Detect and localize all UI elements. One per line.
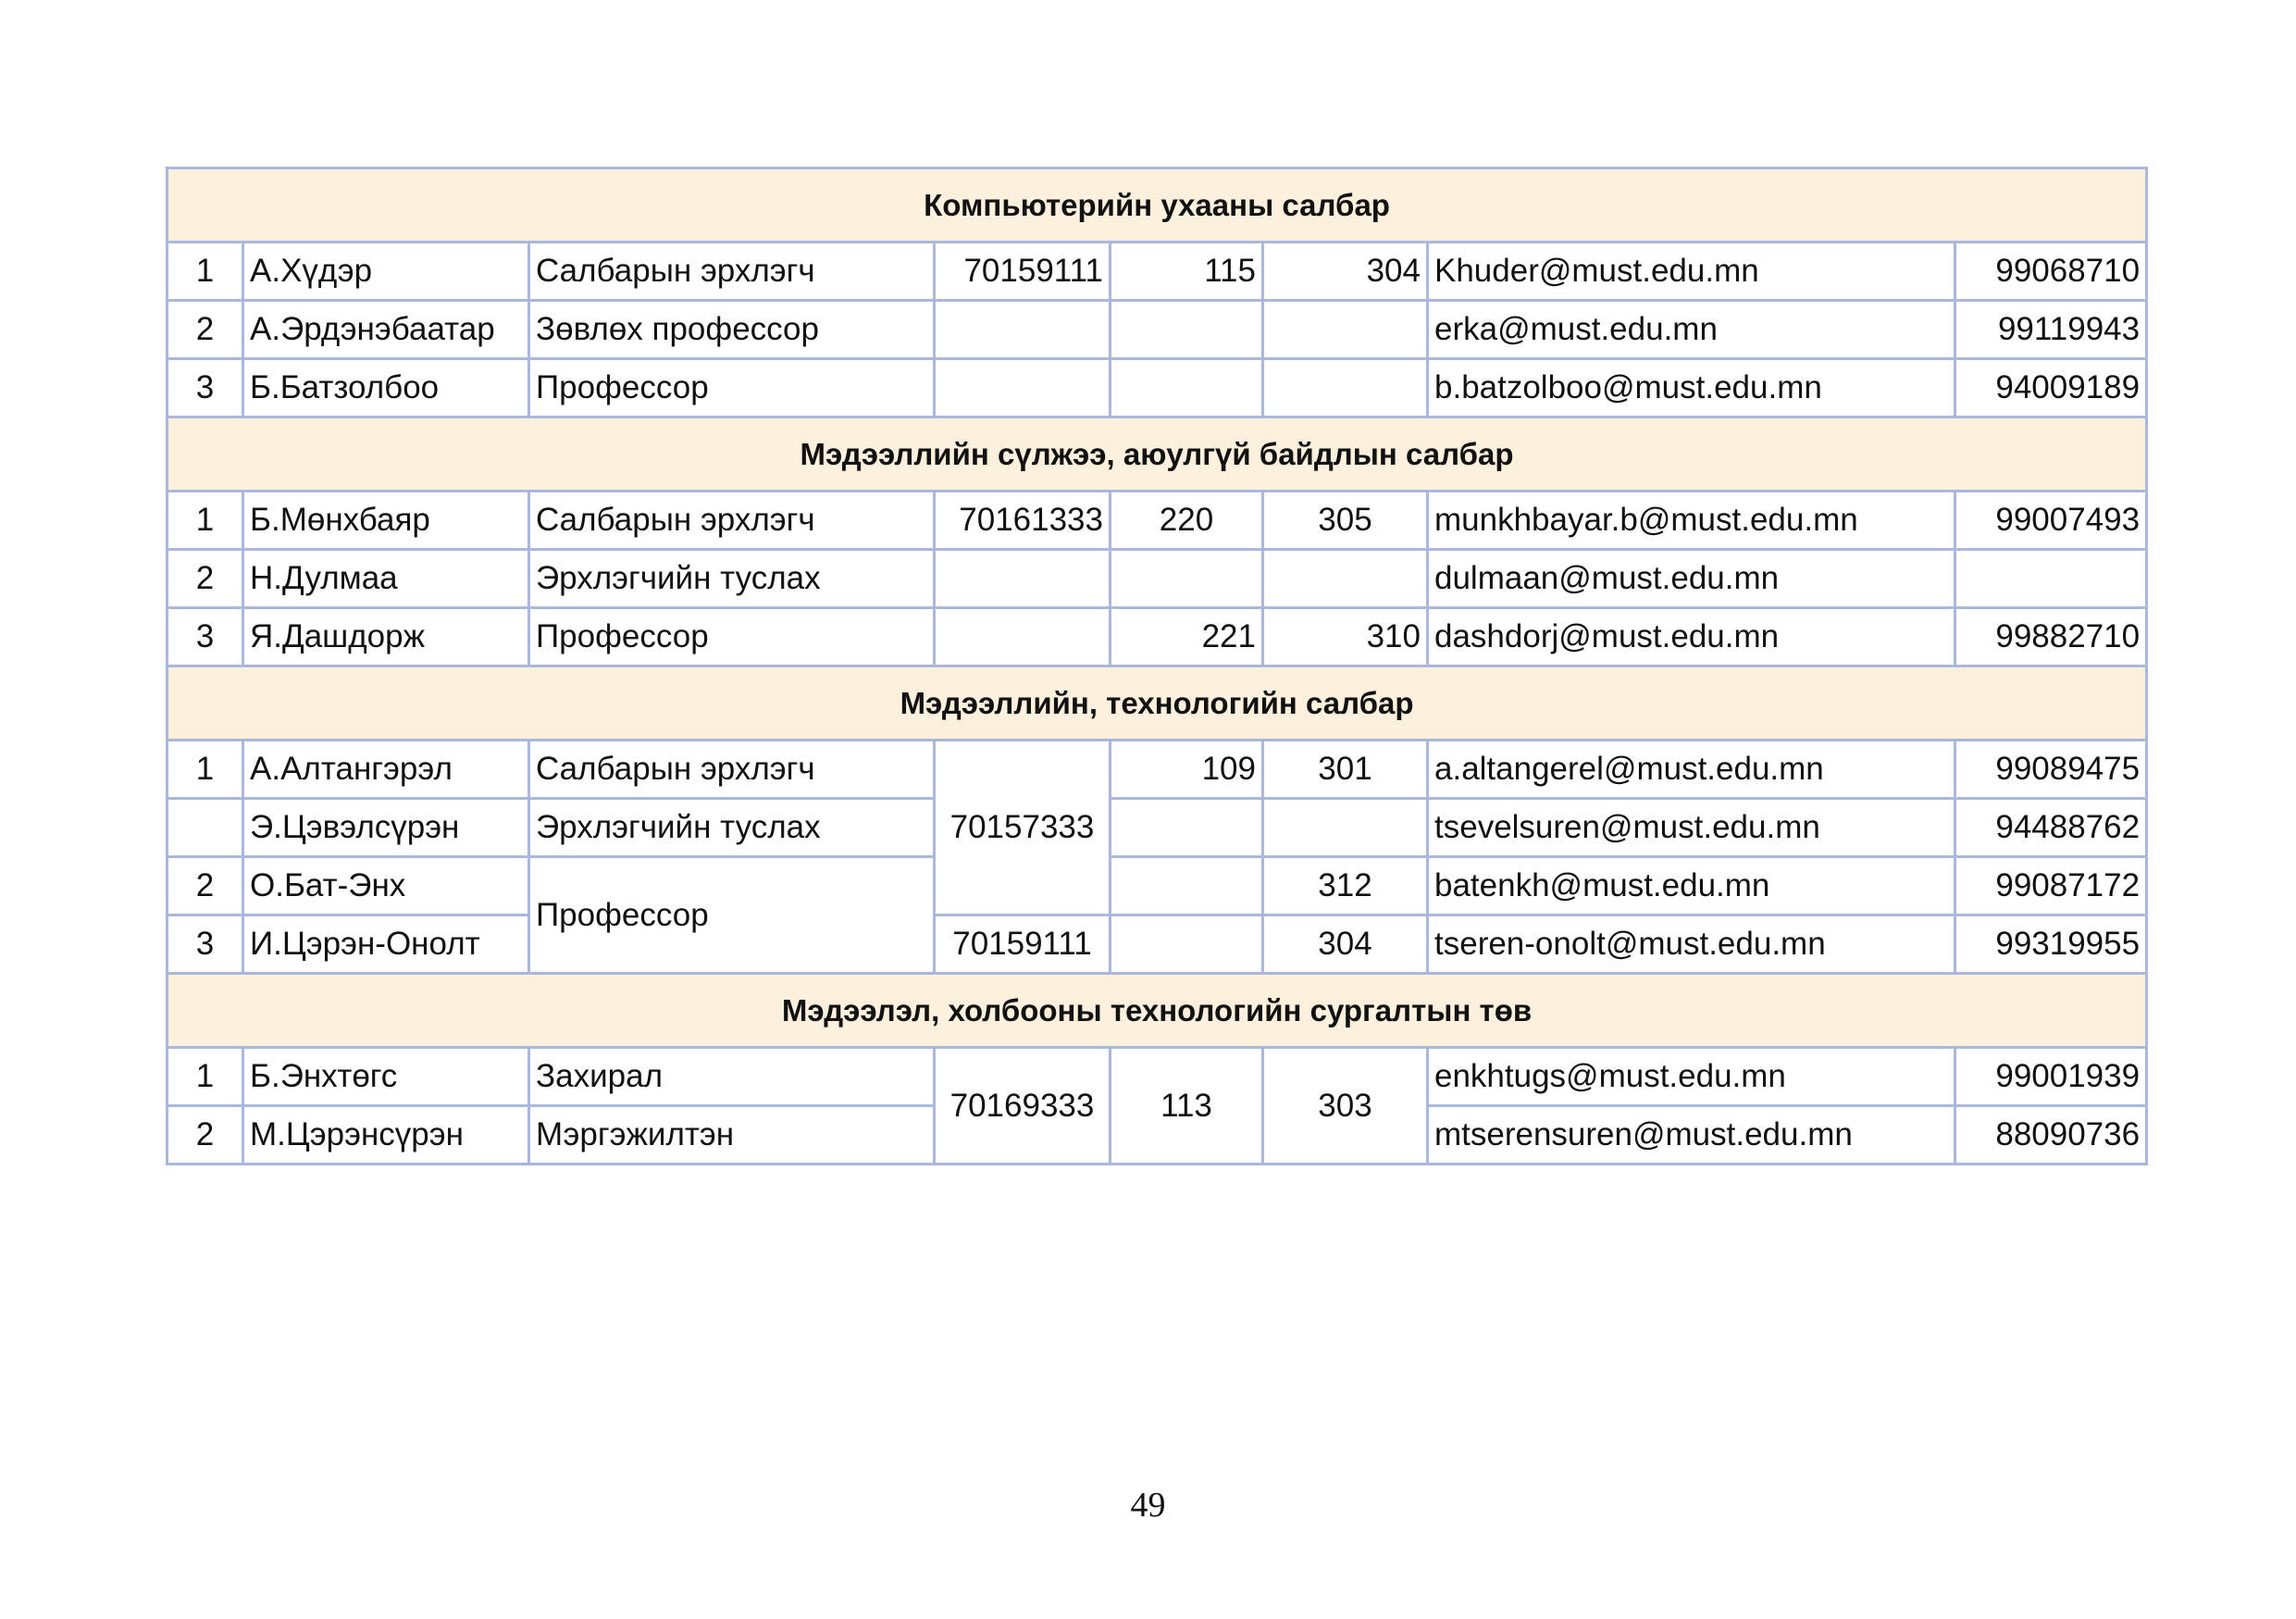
- table-row: [168, 799, 2147, 857]
- extension: [1111, 915, 1263, 974]
- table-row: [168, 359, 2147, 417]
- mobile-phone: 99007493: [1955, 492, 2147, 550]
- section-header-row: [168, 417, 2147, 492]
- row-number: 3: [168, 608, 243, 666]
- mobile-phone: [1955, 550, 2147, 608]
- mobile-phone: 99001939: [1955, 1048, 2147, 1106]
- office-phone: 70159111: [935, 915, 1111, 974]
- extension: [1111, 857, 1263, 915]
- table-row: [168, 1048, 2147, 1106]
- email: dashdorj@must.edu.mn: [1428, 608, 1955, 666]
- row-number: [168, 799, 243, 857]
- extension: [1111, 799, 1263, 857]
- row-number: 2: [168, 550, 243, 608]
- office-phone: [935, 359, 1111, 417]
- email: a.altangerel@must.edu.mn: [1428, 741, 1955, 799]
- room-number: 305: [1263, 492, 1428, 550]
- email: tseren-onolt@must.edu.mn: [1428, 915, 1955, 974]
- table-row: [168, 915, 2147, 974]
- room-number: [1263, 301, 1428, 359]
- room-number: 310: [1263, 608, 1428, 666]
- table-row: [168, 741, 2147, 799]
- row-number: 2: [168, 301, 243, 359]
- office-phone: [935, 550, 1111, 608]
- staff-position: Эрхлэгчийн туслах: [529, 799, 935, 857]
- office-phone: 70157333: [935, 741, 1111, 915]
- room-number: [1263, 359, 1428, 417]
- extension: [1111, 359, 1263, 417]
- mobile-phone: 94009189: [1955, 359, 2147, 417]
- staff-contact-table: [166, 167, 2148, 1165]
- extension: 109: [1111, 741, 1263, 799]
- staff-name: Б.Батзолбоо: [243, 359, 529, 417]
- table-row: [168, 550, 2147, 608]
- staff-position: Эрхлэгчийн туслах: [529, 550, 935, 608]
- staff-position: Салбарын эрхлэгч: [529, 492, 935, 550]
- extension: [1111, 301, 1263, 359]
- section-header-row: [168, 168, 2147, 243]
- staff-position: Салбарын эрхлэгч: [529, 741, 935, 799]
- row-number: 3: [168, 359, 243, 417]
- staff-name: А.Хүдэр: [243, 243, 529, 301]
- staff-name: Б.Мөнхбаяр: [243, 492, 529, 550]
- table-row: [168, 243, 2147, 301]
- extension: 220: [1111, 492, 1263, 550]
- email: dulmaan@must.edu.mn: [1428, 550, 1955, 608]
- email: mtserensuren@must.edu.mn: [1428, 1106, 1955, 1164]
- row-number: 1: [168, 243, 243, 301]
- staff-position: Профессор: [529, 857, 935, 974]
- room-number: [1263, 799, 1428, 857]
- email: b.batzolboo@must.edu.mn: [1428, 359, 1955, 417]
- office-phone: 70169333: [935, 1048, 1111, 1164]
- table-row: [168, 857, 2147, 915]
- mobile-phone: 99089475: [1955, 741, 2147, 799]
- mobile-phone: 88090736: [1955, 1106, 2147, 1164]
- staff-name: Я.Дашдорж: [243, 608, 529, 666]
- staff-name: А.Эрдэнэбаатар: [243, 301, 529, 359]
- staff-position: Захирал: [529, 1048, 935, 1106]
- room-number: 303: [1263, 1048, 1428, 1164]
- table-row: [168, 492, 2147, 550]
- room-number: [1263, 550, 1428, 608]
- staff-position: Профессор: [529, 359, 935, 417]
- section-title: Мэдээллийн сүлжээ, аюулгүй байдлын салбар: [168, 417, 2147, 492]
- staff-name: О.Бат-Энх: [243, 857, 529, 915]
- mobile-phone: 99119943: [1955, 301, 2147, 359]
- email: erka@must.edu.mn: [1428, 301, 1955, 359]
- staff-name: Н.Дулмаа: [243, 550, 529, 608]
- mobile-phone: 99882710: [1955, 608, 2147, 666]
- extension: [1111, 550, 1263, 608]
- section-title: Мэдээллийн, технологийн салбар: [168, 666, 2147, 741]
- room-number: 301: [1263, 741, 1428, 799]
- staff-name: А.Алтангэрэл: [243, 741, 529, 799]
- mobile-phone: 99087172: [1955, 857, 2147, 915]
- extension: 115: [1111, 243, 1263, 301]
- office-phone: [935, 301, 1111, 359]
- row-number: 2: [168, 1106, 243, 1164]
- staff-position: Профессор: [529, 608, 935, 666]
- table-row: [168, 608, 2147, 666]
- row-number: 3: [168, 915, 243, 974]
- email: batenkh@must.edu.mn: [1428, 857, 1955, 915]
- section-title: Компьютерийн ухааны салбар: [168, 168, 2147, 243]
- row-number: 1: [168, 741, 243, 799]
- section-header-row: [168, 974, 2147, 1048]
- row-number: 1: [168, 1048, 243, 1106]
- mobile-phone: 99068710: [1955, 243, 2147, 301]
- section-header-row: [168, 666, 2147, 741]
- table-row: [168, 301, 2147, 359]
- staff-name: Э.Цэвэлсүрэн: [243, 799, 529, 857]
- section-title: Мэдээлэл, холбооны технологийн сургалтын төв: [168, 974, 2147, 1048]
- office-phone: 70161333: [935, 492, 1111, 550]
- mobile-phone: 94488762: [1955, 799, 2147, 857]
- staff-position: Мэргэжилтэн: [529, 1106, 935, 1164]
- staff-name: М.Цэрэнсүрэн: [243, 1106, 529, 1164]
- email: tsevelsuren@must.edu.mn: [1428, 799, 1955, 857]
- staff-name: Б.Энхтөгс: [243, 1048, 529, 1106]
- office-phone: [935, 608, 1111, 666]
- staff-name: И.Цэрэн-Онолт: [243, 915, 529, 974]
- staff-position: Зөвлөх профессор: [529, 301, 935, 359]
- room-number: 312: [1263, 857, 1428, 915]
- room-number: 304: [1263, 915, 1428, 974]
- email: Khuder@must.edu.mn: [1428, 243, 1955, 301]
- email: munkhbayar.b@must.edu.mn: [1428, 492, 1955, 550]
- staff-position: Салбарын эрхлэгч: [529, 243, 935, 301]
- page-number: 49: [1130, 1486, 1166, 1525]
- room-number: 304: [1263, 243, 1428, 301]
- row-number: 1: [168, 492, 243, 550]
- extension: 221: [1111, 608, 1263, 666]
- row-number: 2: [168, 857, 243, 915]
- extension: 113: [1111, 1048, 1263, 1164]
- email: enkhtugs@must.edu.mn: [1428, 1048, 1955, 1106]
- office-phone: 70159111: [935, 243, 1111, 301]
- mobile-phone: 99319955: [1955, 915, 2147, 974]
